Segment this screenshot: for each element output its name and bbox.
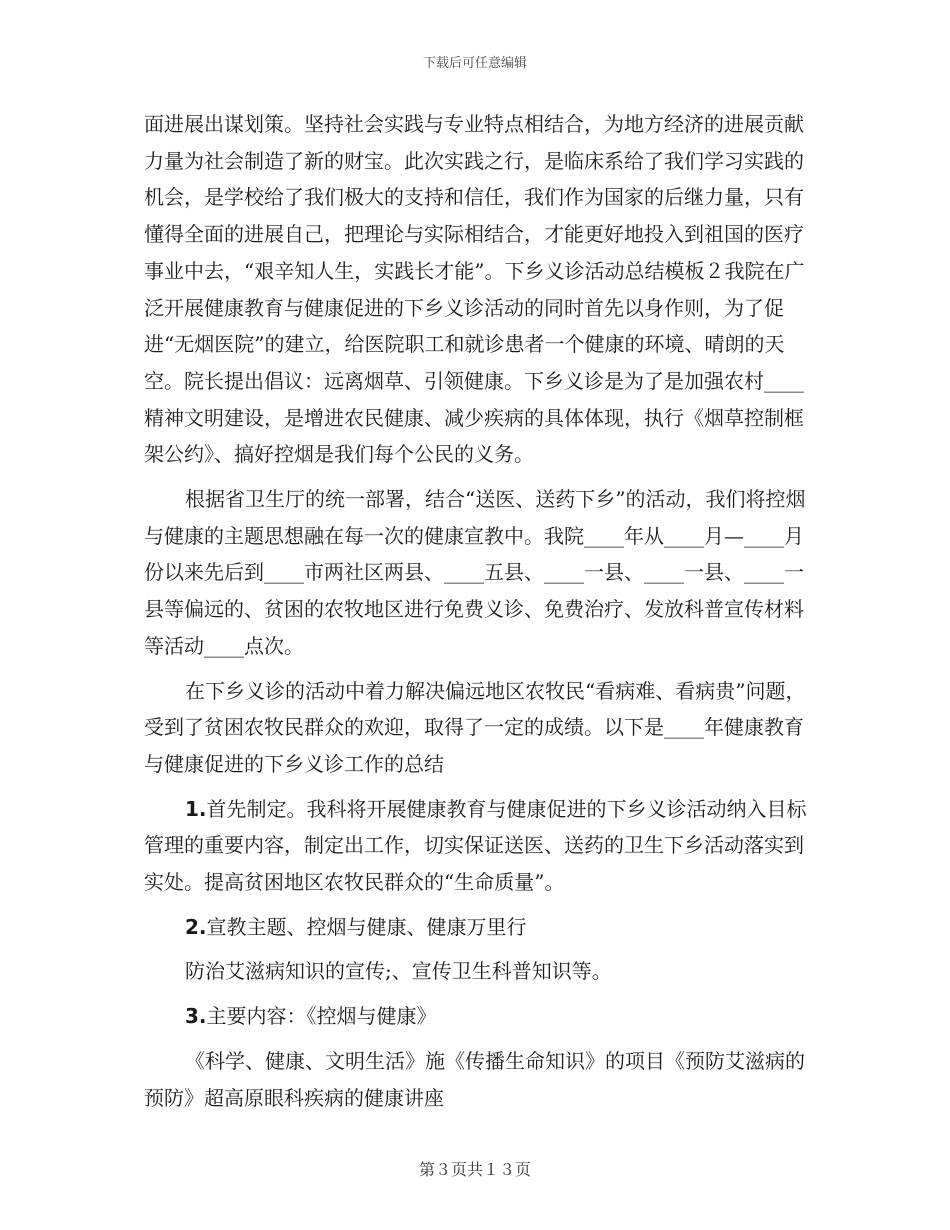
item-number: 1. [185,796,207,821]
page-footer: 第３页共１３页 [418,1160,531,1179]
numbered-paragraph [144,791,809,901]
item-number: 3. [185,1004,207,1029]
paragraph: 根据省卫生厅的统一部署，结合“送医、送药下乡”的活动，我们将控烟与健康的主题思想融在每一次的健康宣教中。我院____年从____月—____月份以来先后到____市两社区两县、____五县、____一县、____一县、____一县等偏远的、贫困的农牧地区进行免费义诊、免费治疗、发放科普宣传材料等活动____点次。 [144,487,806,658]
item-number: 2. [185,914,207,939]
item-text: 首先制定。我科将开展健康教育与健康促进的下乡义诊活动纳入目标管理的重要内容，制定出工作，切实保证送医、送药的卫生下乡活动落实到实处。提高贫困地区农牧民群众的“生命质量”。 [144,796,807,895]
paragraph: 防治艾滋病知识的宣传;、宣传卫生科普知识等。 [185,959,612,984]
document-body [144,106,809,1124]
item-text: 宣教主题、控烟与健康、健康万里行 [206,914,527,939]
paragraph: 面进展出谋划策。坚持社会实践与专业特点相结合，为地方经济的进展贡献力量为社会制造了新的财宝。此次实践之行，是临床系给了我们学习实践的机会，是学校给了我们极大的支持和信任，我们作为国家的后继力量，只有懂得全面的进展自己，把理论与实际相结合，才能更好地投入到祖国的医疗事业中去，“艰辛知人生，实践长才能”。下乡义诊活动总结模板２我院在广泛开展健康教育与健康促进的下乡义诊活动的同时首先以身作则，为了促进“无烟医院”的建立，给医院职工和就诊患者一个健康的环境、晴朗的天空。院长提出倡议：远离烟草、引领健康。下乡义诊是为了是加强农村____精神文明建设，是增进农民健康、减少疾病的具体体现，执行《烟草控制框架公约》、搞好控烟是我们每个公民的义务。 [144,112,805,467]
numbered-paragraph [144,998,809,1035]
page-header: 下载后可任意编辑 [422,56,527,71]
paragraph: 在下乡义诊的活动中着力解决偏远地区农牧民“看病难、看病贵”问题，受到了贫困农牧民群众的欢迎，取得了一定的成绩。以下是____年健康教育与健康促进的下乡义诊工作的总结 [144,678,806,776]
paragraph: 《科学、健康、文明生活》施《传播生命知识》的项目《预防艾滋病的预防》超高原眼科疾病的健康讲座 [144,1048,805,1110]
item-text: 主要内容：《控烟与健康》 [206,1004,437,1029]
numbered-paragraph [144,909,809,946]
